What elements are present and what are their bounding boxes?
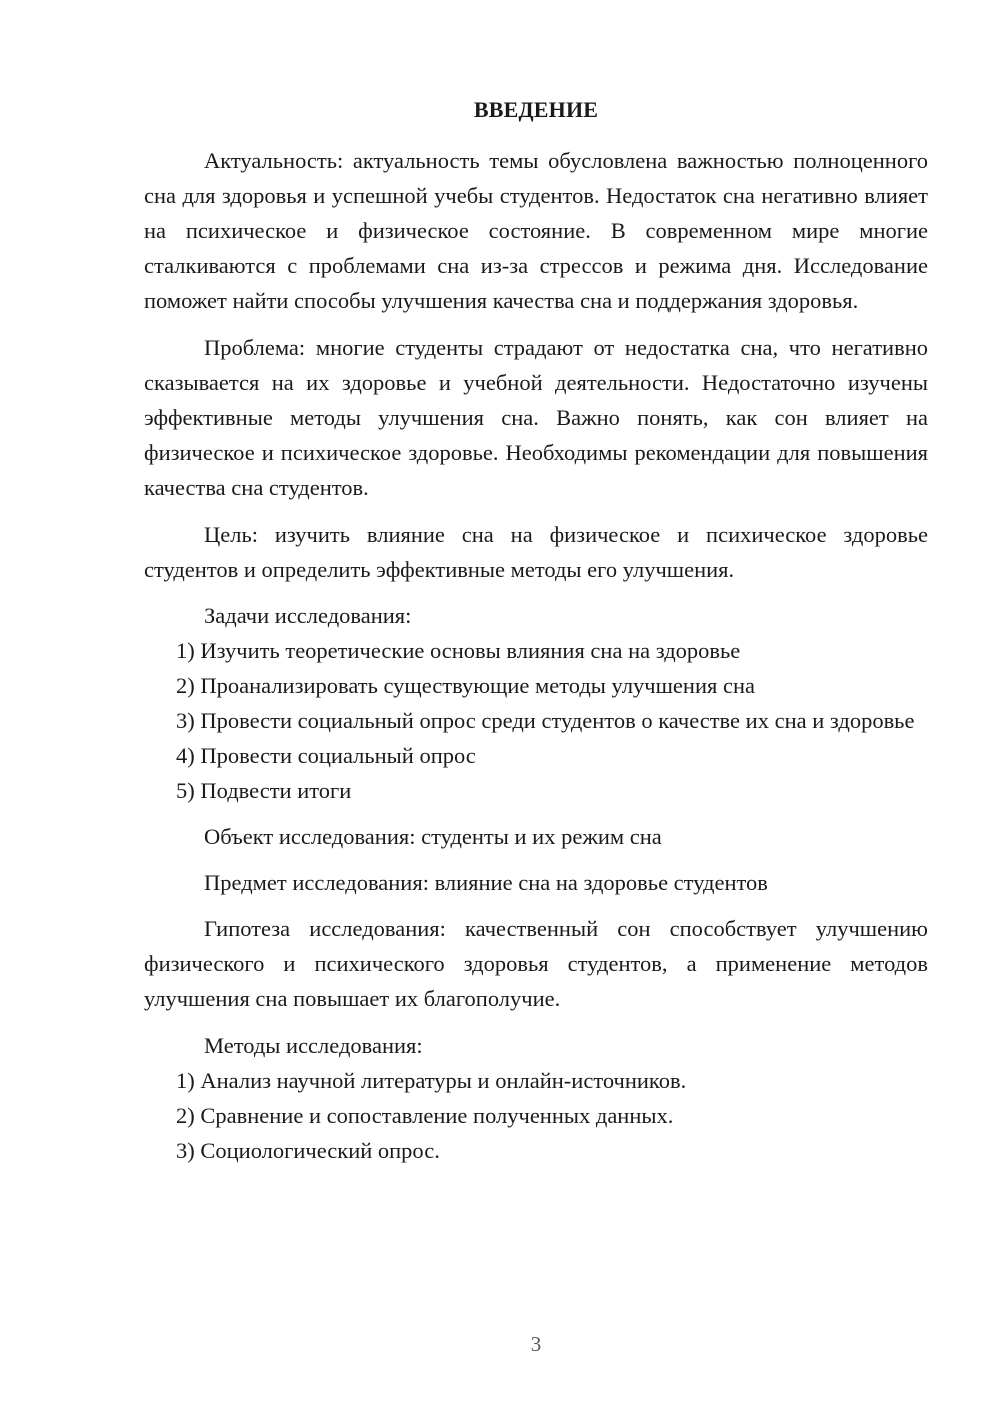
paragraph-subject: Предмет исследования: влияние сна на здоровье студентов: [204, 870, 768, 895]
task-item-2: 2) Проанализировать существующие методы улучшения сна: [176, 673, 755, 698]
task-item-3: 3) Провести социальный опрос среди студентов о качестве их сна и здоровье: [176, 708, 915, 733]
method-item-2: 2) Сравнение и сопоставление полученных данных.: [176, 1103, 674, 1128]
page-number: 3: [530, 1332, 542, 1356]
paragraph-goal: Цель: изучить влияние сна на физическое и психическое здоровье студентов и определить эффективные методы его улучшения.: [144, 522, 928, 582]
paragraph-hypothesis: Гипотеза исследования: качественный сон способствует улучшению физического и психического здоровья студентов, а применение методов улучшения сна повышает их благополучие.: [144, 916, 928, 1011]
paragraph-relevance: Актуальность: актуальность темы обусловлена важностью полноценного сна для здоровья и успешной учебы студентов. Недостаток сна негативно влияет на психическое и физическое состояние. В современном мире многие сталкиваются с проблемами сна из-за стрессов и режима дня. Исследование поможет найти способы улучшения качества сна и поддержания здоровья.: [144, 148, 928, 313]
task-item-5: 5) Подвести итоги: [176, 778, 352, 803]
tasks-heading: Задачи исследования:: [204, 603, 412, 628]
paragraph-object: Объект исследования: студенты и их режим сна: [204, 824, 662, 849]
task-item-1: 1) Изучить теоретические основы влияния сна на здоровье: [176, 638, 741, 663]
method-item-3: 3) Социологический опрос.: [176, 1138, 440, 1163]
page-title: ВВЕДЕНИЕ: [473, 97, 599, 122]
method-item-1: 1) Анализ научной литературы и онлайн-источников.: [176, 1068, 687, 1093]
document-body: [144, 143, 928, 1168]
methods-heading: Методы исследования:: [204, 1033, 423, 1058]
paragraph-problem: Проблема: многие студенты страдают от недостатка сна, что негативно сказывается на их здоровье и учебной деятельности. Недостаточно изучены эффективные методы улучшения сна. Важно понять, как сон влияет на физическое и психическое здоровье. Необходимы рекомендации для повышения качества сна студентов.: [144, 335, 928, 500]
task-item-4: 4) Провести социальный опрос: [176, 743, 476, 768]
